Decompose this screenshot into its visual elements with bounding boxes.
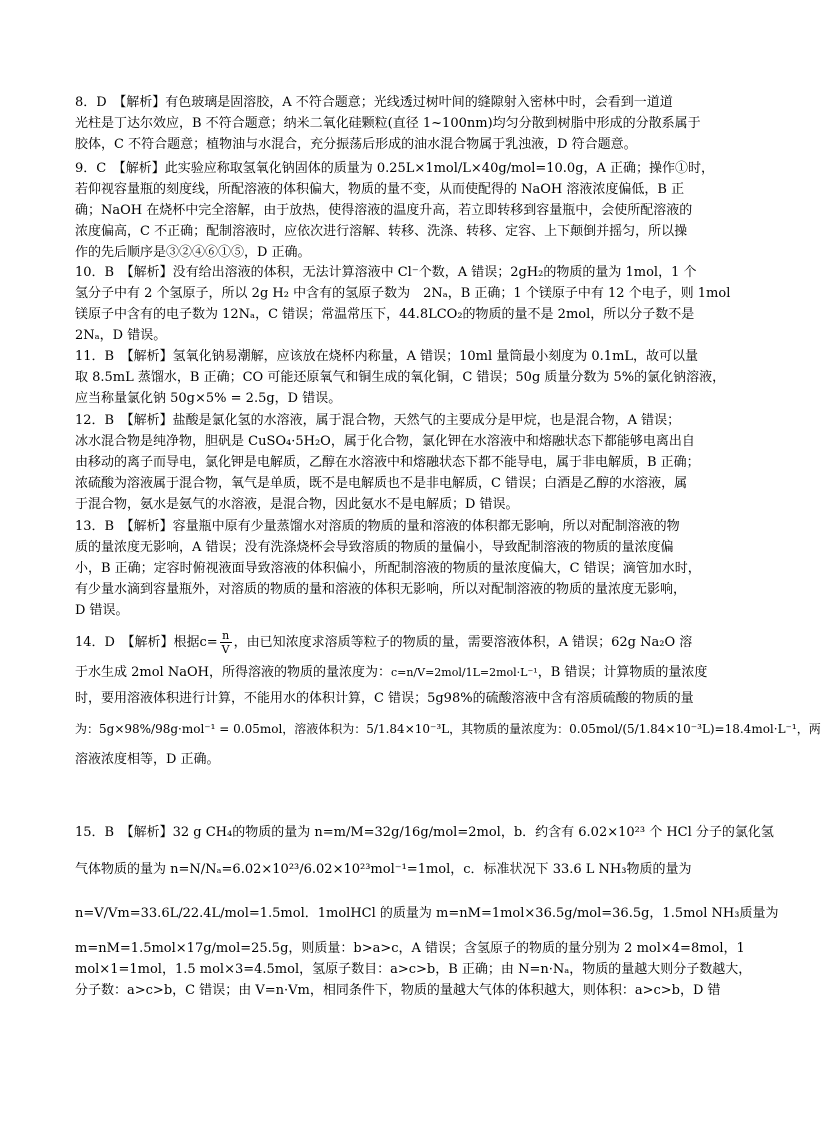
numerator: n — [220, 629, 232, 643]
text-line: 浓硫酸为溶液属于混合物，氧气是单质，既不是电解质也不是非电解质，C 错误；白酒是乙醇的水溶液，属 — [75, 476, 688, 491]
text-line: 10．B 【解析】没有给出溶液的体积，无法计算溶液中 Cl⁻个数，A 错误；2gH₂的物质的量为 1mol，1 个 — [75, 265, 697, 280]
text-line: 质的量浓度无影响，A 错误；没有洗涤烧杯会导致溶质的物质的量偏小，导致配制溶液的物质的量浓度偏 — [75, 540, 674, 555]
answer-9 — [75, 158, 725, 263]
answer-11 — [75, 346, 725, 409]
fraction — [220, 629, 232, 656]
text-line: 分子数：a>c>b，C 错误；由 V=n·Vm，相同条件下，物质的量越大气体的体积越大，则体积：a>c>b，D 错 — [75, 983, 721, 998]
text-run: ，b．约含有 6.02×10²³ 个 HCl 分子的氯化氢 — [500, 825, 774, 840]
text-line: 由移动的离子而导电，氯化钾是电解质，乙醇在水溶液中和熔融状态下都不能导电，属于非电解质，B 正确； — [75, 455, 700, 470]
text-line — [75, 658, 725, 688]
text-line: 11．B 【解析】氢氧化钠易潮解，应该放在烧杯内称量，A 错误；10ml 量筒最小刻度为 0.1mL，故可以量 — [75, 349, 699, 364]
text-line: 小，B 正确；定容时俯视液面导致溶液的体积偏小，所配制溶液的物质的量浓度偏大，C 错误；滴管加水时， — [75, 561, 701, 576]
text-line: 作的先后顺序是③②④⑥①⑤，D 正确。 — [75, 245, 311, 260]
text-line: 冰水混合物是纯净物，胆矾是 CuSO₄·5H₂O，属于化合物，氯化钾在水溶液中和熔融状态下都能够电离出自 — [75, 434, 695, 449]
answer-13 — [75, 516, 725, 621]
formula-prefix: c= — [199, 635, 218, 650]
text-line: 12．B 【解析】盐酸是氯化氢的水溶液，属于混合物，天然气的主要成分是甲烷，也是混合物，A 错误； — [75, 413, 681, 428]
answer-12 — [75, 410, 725, 515]
formula: 为：5g×98%/98g·mol⁻¹ = 0.05mol — [75, 722, 283, 736]
denominator: V — [221, 643, 230, 656]
text-line: 氢分子中有 2 个氢原子，所以 2g H₂ 中含有的氢原子数为 2Nₐ，B 正确；1 个镁原子中有 12 个电子，则 1mol — [75, 286, 731, 301]
text-line: 有少量水滴到容量瓶外，对溶质的物质的量和溶液的体积无影响，所以对配制溶液的物质的量浓度无影响， — [75, 582, 687, 597]
formula: ，溶液体积为：5/1.84×10⁻³L — [282, 722, 450, 736]
text-line: 浓度偏高，C 不正确；配制溶液时，应依次进行溶解、转移、洗涤、转移、定容、上下颠倒并摇匀，所以操 — [75, 224, 688, 239]
text-run: ，B 错误；计算物质的量浓度 — [537, 665, 708, 680]
text-line: 若仰视容量瓶的刻度线，所配溶液的体积偏大，物质的量不变，从而使配得的 NaOH 溶液浓度偏低，B 正 — [75, 182, 685, 197]
text-line: m=nM=1.5mol×17g/mol=25.5g，则质量：b>a>c，A 错误；含氢原子的物质的量分别为 2 mol×4=8mol，1 — [75, 941, 745, 956]
answer-15 — [75, 816, 779, 1001]
text-run: 于水生成 2mol NaOH，所得溶液的物质的量浓度为： — [75, 665, 391, 680]
text-line: 胶体，C 不符合题意；植物油与水混合，充分振荡后形成的油水混合物属于乳浊液，D 符合题意。 — [75, 137, 637, 152]
text-run: ，由已知浓度求溶质等粒子的物质的量，需要溶液体积，A 错误；62g Na₂O 溶 — [233, 635, 693, 650]
text-line: 气体物质的量为 n=N/Nₐ=6.02×10²³/6.02×10²³mol⁻¹=1mol，c．标准状况下 33.6 L NH₃物质的量为 — [75, 862, 692, 877]
answer-10 — [75, 262, 731, 346]
text-line: D 错误。 — [75, 603, 129, 618]
text-line: 时，要用溶液体积进行计算，不能用水的体积计算，C 错误；5g98%的硫酸溶液中含有溶质硫酸的物质的量 — [75, 691, 694, 706]
text-line: 取 8.5mL 蒸馏水，B 正确；CO 可能还原氧气和铜生成的氧化铜，C 错误；50g 质量分数为 5%的氯化钠溶液， — [75, 370, 726, 385]
formula: 15．B 【解析】32 g CH₄的物质的量为 n=m/M=32g/16g/mol=2mol — [75, 825, 501, 840]
text-line: n=V/Vm=33.6L/22.4L/mol=1.5mol．1molHCl 的质量为 m=nM=1mol×36.5g/mol=36.5g，1.5mol NH₃质量为 — [75, 906, 779, 921]
text-line — [75, 709, 821, 749]
text-line: 8．D 【解析】有色玻璃是固溶胶，A 不符合题意；光线透过树叶间的缝隙射入密林中时，会看到一道道 — [75, 95, 673, 110]
answer-8 — [75, 92, 725, 155]
text-line — [75, 628, 725, 658]
text-line: 溶液浓度相等，D 正确。 — [75, 752, 220, 767]
text-line: 应当称量氯化钠 50g×5% = 2.5g，D 错误。 — [75, 391, 342, 406]
text-line: 光柱是丁达尔效应，B 不符合题意；纳米二氧化硅颗粒(直径 1~100nm)均匀分散到树脂中形成的分散系属于 — [75, 116, 701, 131]
text-line: 镁原子中含有的电子数为 12Nₐ，C 错误；常温常压下，44.8LCO₂的物质的量不是 2mol，所以分子数不是 — [75, 307, 695, 322]
text-line: mol×1=1mol，1.5 mol×3=4.5mol，氢原子数目：a>c>b，B 正确；由 N=n·Nₐ，物质的量越大则分子数越大， — [75, 962, 752, 977]
formula: c=n/V=2mol/1L=2mol·L⁻¹ — [390, 666, 538, 679]
text-line: 2Nₐ，D 错误。 — [75, 328, 167, 343]
formula: ，其物质的量浓度为：0.05mol/(5/1.84×10⁻³L)=18.4mol·L⁻¹ — [449, 722, 797, 736]
text-run: 14．D 【解析】根据 — [75, 635, 200, 650]
text-run: ，两 — [796, 722, 821, 736]
text-line: 于混合物，氨水是氨气的水溶液，是混合物，因此氨水不是电解质；D 错误。 — [75, 497, 519, 512]
text-line: 确；NaOH 在烧杯中完全溶解，由于放热，使得溶液的温度升高，若立即转移到容量瓶中，会使所配溶液的 — [75, 203, 693, 218]
text-line — [75, 816, 774, 850]
text-line: 13．B 【解析】容量瓶中原有少量蒸馏水对溶质的物质的量和溶液的体积都无影响，所以对配制溶液的物 — [75, 519, 680, 534]
text-line: 9．C 【解析】此实验应称取氢氧化钠固体的质量为 0.25L×1mol/L×40g/mol=10.0g，A 正确；操作①时， — [75, 161, 715, 176]
answer-14 — [75, 628, 821, 770]
